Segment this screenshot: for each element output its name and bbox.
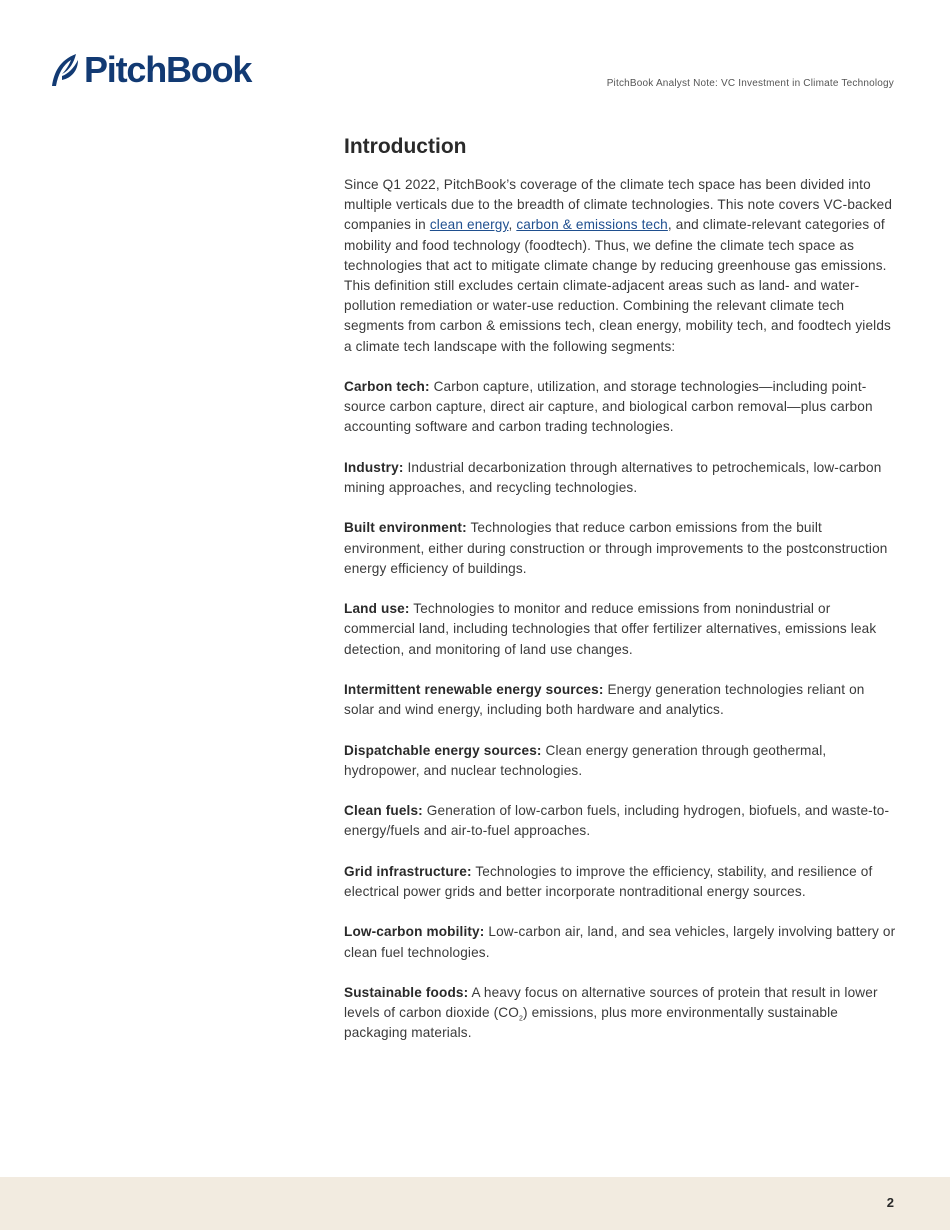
segment-term: Grid infrastructure: (344, 863, 472, 879)
segment-term: Dispatchable energy sources: (344, 742, 542, 758)
segment-term: Carbon tech: (344, 379, 430, 395)
segment-paragraph (344, 518, 896, 579)
clean-energy-link[interactable]: clean energy (429, 217, 509, 233)
segment-paragraph-sustainable-foods: Sustainable foods: A heavy focus on alternative sources of protein that result in lower levels of carbon dioxide $(CO_2)$ emissions, plus more environmentally sustainable packaging materials. (344, 984, 878, 1041)
segment-paragraph (344, 922, 896, 962)
segment-term: Sustainable foods: (344, 984, 469, 1000)
segment-term: Land use: (344, 601, 410, 617)
segment-description: Technologies to improve the efficiency, stability, and resilience of electrical power grids and better incorporate nontraditional energy sources. (344, 863, 873, 899)
carbon-emissions-tech-link[interactable]: carbon & emissions tech (516, 217, 668, 233)
segment-term: Clean fuels: (344, 803, 423, 819)
segment-description: Energy generation technologies reliant on solar and wind energy, including both hardware and analytics. (344, 682, 865, 718)
segment-paragraph (344, 801, 896, 841)
segment-description: Carbon capture, utilization, and storage technologies—including point-source carbon capture, direct air capture, and biological carbon removal—plus carbon accounting software and carbon trading technologies. (344, 379, 873, 435)
intro-paragraph: Since Q1 2022, PitchBook’s coverage of the climate tech space has been divided into multiple verticals due to the breadth of climate technologies. This note covers VC-backed companies in clean energy, carbon & emissions tech, and climate-relevant categories of mobility and food technology (foodtech). Thus, we define the climate tech space as technologies that act to mitigate climate change by reducing greenhouse gas emissions. This definition still excludes certain climate-adjacent areas such as land- and water-pollution remediation or water-use reduction. Combining the relevant climate tech segments from carbon & emissions tech, clean energy, mobility tech, and foodtech yields a climate tech landscape with the following segments: (344, 177, 893, 354)
segment-paragraph (344, 680, 896, 720)
segment-list (344, 377, 896, 963)
logo-wordmark: PitchBook (84, 49, 252, 90)
page-footer (0, 1177, 950, 1230)
segment-term: Industry: (344, 459, 404, 475)
segment-paragraph (344, 862, 896, 902)
segment-description: Technologies that reduce carbon emissions from the built environment, either during construction or through improvements to the postconstruction energy efficiency of buildings. (344, 520, 888, 576)
pitchbook-logo (50, 49, 252, 90)
document-title: PitchBook Analyst Note: VC Investment in Climate Technology (606, 78, 894, 89)
segment-paragraph (344, 741, 896, 781)
segment-description: Generation of low-carbon fuels, including hydrogen, biofuels, and waste-to-energy/fuels and air-to-fuel approaches. (344, 803, 890, 839)
page-number: 2 (886, 1195, 894, 1210)
main-content (344, 135, 896, 1044)
segment-term: Intermittent renewable energy sources: (344, 682, 604, 697)
segment-description: Technologies to monitor and reduce emissions from nonindustrial or commercial land, including technologies that offer fertilizer alternatives, emissions leak detection, and monitoring of land use changes. (344, 601, 877, 657)
segment-paragraph (344, 377, 896, 438)
segment-term: Built environment: (344, 520, 467, 536)
section-title: Introduction (344, 135, 467, 158)
segment-description: Industrial decarbonization through alternatives to petrochemicals, low-carbon mining approaches, and recycling technologies. (344, 459, 882, 496)
segment-paragraph (344, 599, 896, 660)
segment-term: Low-carbon mobility: (344, 924, 485, 940)
segment-description: Low-carbon air, land, and sea vehicles, largely involving battery or clean fuel technologies. (344, 924, 896, 960)
segment-description: Clean energy generation through geothermal, hydropower, and nuclear technologies. (344, 742, 827, 778)
subscript-2: 2 (518, 1015, 524, 1023)
segment-paragraph (344, 458, 896, 498)
pitchbook-leaf-icon (50, 52, 80, 88)
